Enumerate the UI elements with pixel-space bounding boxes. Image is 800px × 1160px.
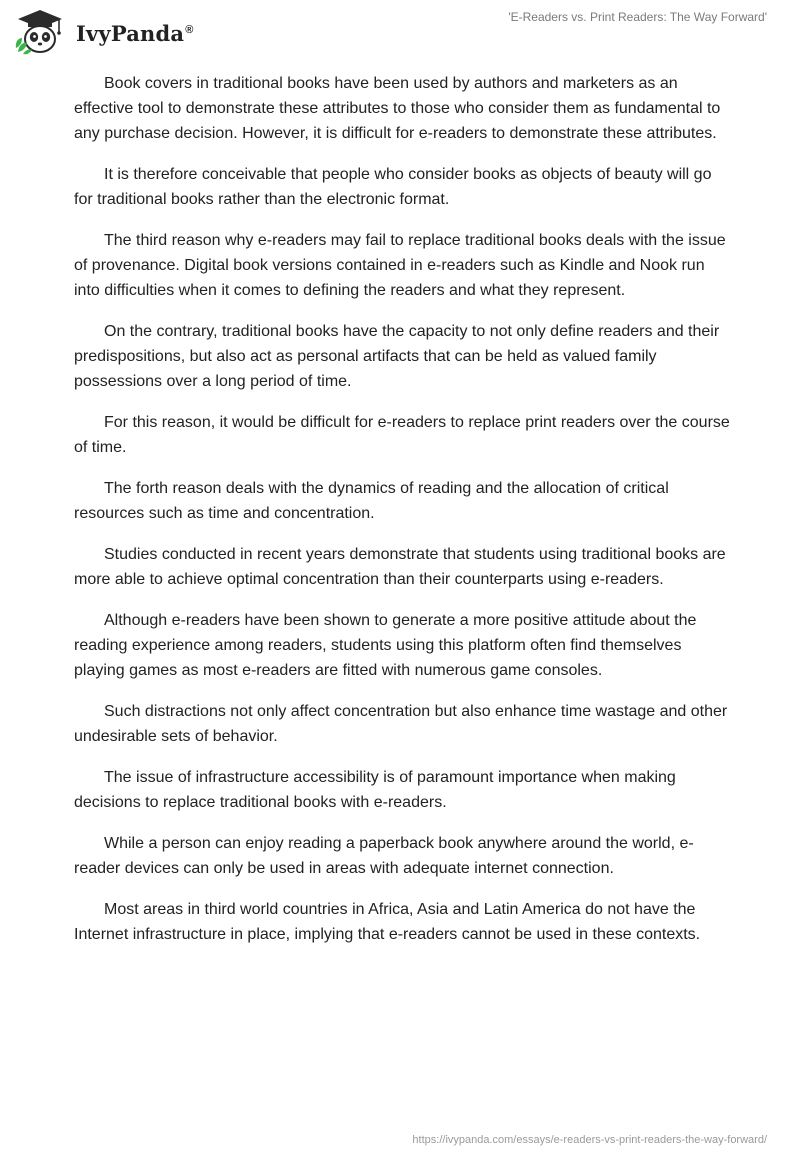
registered-mark: ® bbox=[185, 23, 194, 36]
paragraph: Although e-readers have been shown to generate a more positive attitude about the reading experience among readers, students using this platform often find themselves playing games as most e-readers are fitted with numerous game consoles. bbox=[74, 612, 697, 679]
paragraph: For this reason, it would be difficult for e-readers to replace print readers over the course of time. bbox=[74, 414, 730, 456]
paragraph: While a person can enjoy reading a paperback book anywhere around the world, e-reader devices can only be used in areas with adequate internet connection. bbox=[74, 835, 694, 877]
paragraph: The forth reason deals with the dynamics of reading and the allocation of critical resources such as time and concentration. bbox=[74, 480, 669, 522]
document-title: 'E-Readers vs. Print Readers: The Way Forward' bbox=[508, 10, 767, 24]
brand-name: IvyPanda® bbox=[76, 20, 194, 46]
paragraph: The third reason why e-readers may fail to replace traditional books deals with the issue of provenance. Digital book versions contained in e-readers such as Kindle and Nook run into difficulties when it comes to defining the readers and what they represent. bbox=[74, 232, 726, 299]
paragraph: On the contrary, traditional books have the capacity to not only define readers and their predispositions, but also act as personal artifacts that can be held as valued family possessions over a long period of time. bbox=[74, 323, 720, 390]
paragraph: The issue of infrastructure accessibility is of paramount importance when making decisions to replace traditional books with e-readers. bbox=[74, 769, 676, 811]
panda-graduation-cap-icon bbox=[14, 8, 66, 56]
brand-logo[interactable] bbox=[14, 8, 194, 56]
source-url-link[interactable]: https://ivypanda.com/essays/e-readers-vs-print-readers-the-way-forward/ bbox=[412, 1134, 767, 1146]
paragraph: Most areas in third world countries in Africa, Asia and Latin America do not have the Internet infrastructure in place, implying that e-readers cannot be used in these contexts. bbox=[74, 901, 701, 943]
paragraph: It is therefore conceivable that people who consider books as objects of beauty will go for traditional books rather than the electronic format. bbox=[74, 166, 712, 208]
paragraph: Such distractions not only affect concentration but also enhance time wastage and other undesirable sets of behavior. bbox=[74, 703, 728, 745]
essay-body bbox=[74, 71, 734, 963]
page-header bbox=[0, 0, 800, 64]
paragraph: Studies conducted in recent years demonstrate that students using traditional books are more able to achieve optimal concentration than their counterparts using e-readers. bbox=[74, 546, 726, 588]
paragraph: Book covers in traditional books have been used by authors and marketers as an effective tool to demonstrate these attributes to those who consider them as fundamental to any purchase decision. However, it is difficult for e-readers to demonstrate these attributes. bbox=[74, 75, 721, 142]
